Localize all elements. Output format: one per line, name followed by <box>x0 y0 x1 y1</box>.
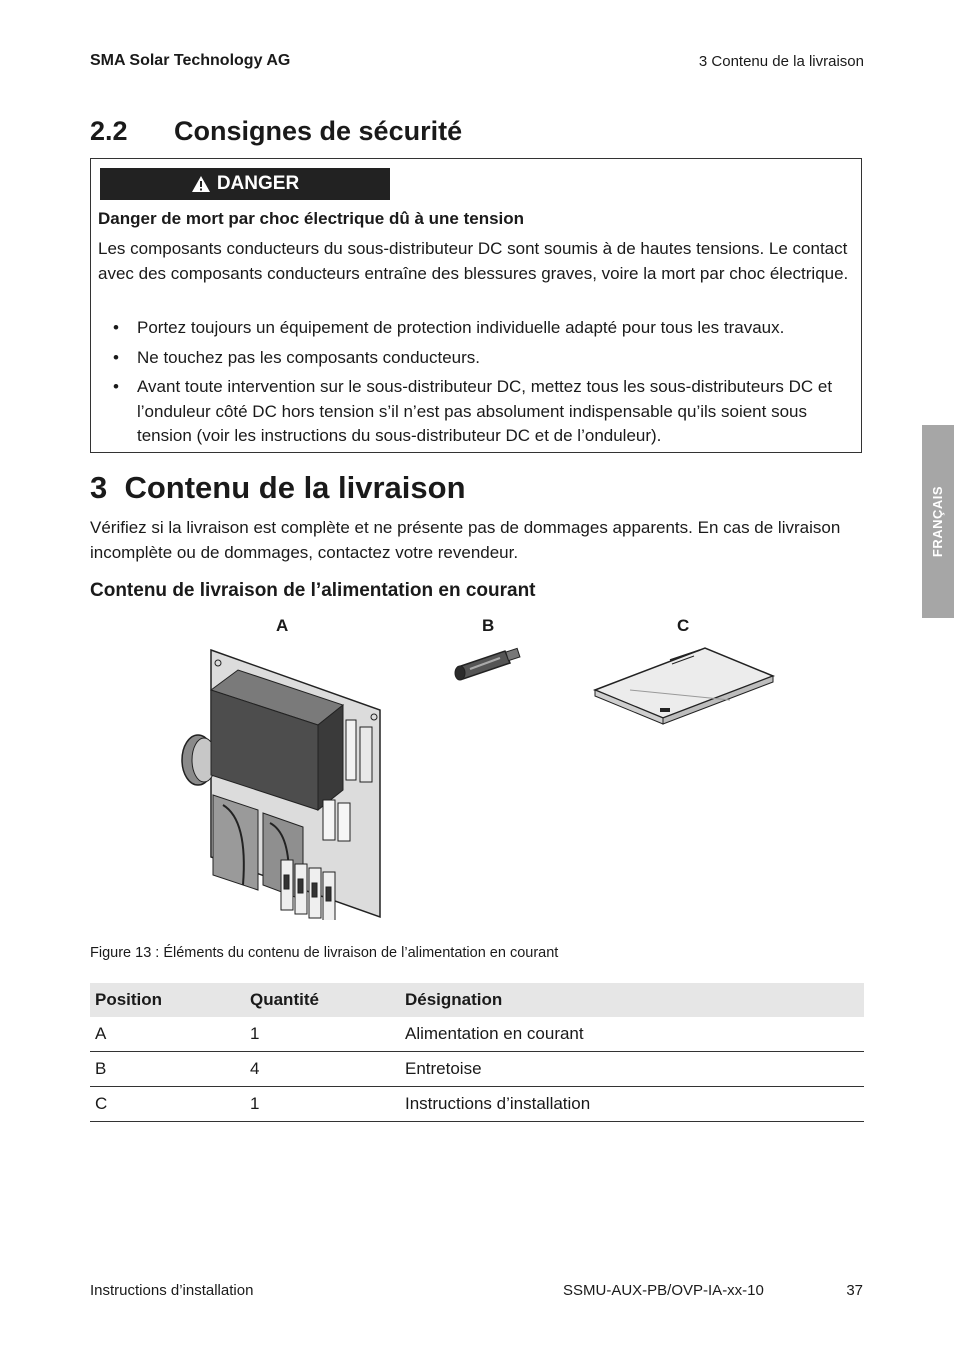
power-supply-illustration <box>178 645 388 920</box>
delivery-table <box>90 983 864 1122</box>
col-header-designation: Désignation <box>400 983 864 1017</box>
danger-title: Danger de mort par choc électrique dû à une tension <box>98 209 525 228</box>
language-tab <box>922 425 954 618</box>
warning-triangle-icon <box>191 175 211 193</box>
col-header-position: Position <box>90 983 245 1017</box>
danger-box <box>90 158 862 453</box>
language-tab-label: FRANÇAIS <box>930 485 946 558</box>
table-row <box>90 1017 864 1052</box>
footer-doc-title: Instructions d’installation <box>90 1282 254 1299</box>
table-cell: A <box>90 1017 245 1052</box>
subsection-title: Contenu de livraison de l’alimentation en courant <box>90 580 536 601</box>
danger-list <box>98 316 856 454</box>
spacer-illustration <box>450 645 525 687</box>
table-cell: 1 <box>245 1017 400 1052</box>
section-heading <box>90 116 462 147</box>
table-cell: 1 <box>245 1087 400 1122</box>
section-title: Consignes de sécurité <box>174 116 463 146</box>
manual-illustration <box>590 640 778 725</box>
figure-label-a: A <box>276 616 289 635</box>
section-number: 2.2 <box>90 116 128 146</box>
footer-doc-code: SSMU-AUX-PB/OVP-IA-xx-10 <box>563 1282 764 1299</box>
table-cell: Instructions d’installation <box>400 1087 864 1122</box>
figure-label-c: C <box>677 616 690 635</box>
table-row <box>90 1087 864 1122</box>
list-item: • Portez toujours un équipement de protection individuelle adapté pour tous les travaux. <box>98 316 856 341</box>
table-cell: 4 <box>245 1052 400 1087</box>
figure-label-b: B <box>482 616 495 635</box>
danger-text: Les composants conducteurs du sous-distributeur DC sont soumis à de hautes tensions. Le contact avec des composants conducteurs entraîne des blessures graves, voire la mort par choc électrique. <box>98 239 849 283</box>
danger-label: DANGER <box>216 173 300 194</box>
list-item: • Ne touchez pas les composants conducteurs. <box>98 346 856 371</box>
table-row <box>90 1052 864 1087</box>
table-cell: Entretoise <box>400 1052 864 1087</box>
danger-banner <box>100 168 390 200</box>
list-item: • Avant toute intervention sur le sous-distributeur DC, mettez tous les sous-distributeurs DC et l’onduleur côté DC hors tension s’il n’est pas absolument indispensable qu’ils soient sous tension (voir les instructions du sous-distributeur DC et de l’onduleur). <box>98 375 856 449</box>
table-cell: C <box>90 1087 245 1122</box>
chapter-title: 3 Contenu de la livraison <box>90 470 466 505</box>
chapter-intro: Vérifiez si la livraison est complète et ne présente pas de dommages apparents. En cas de livraison incomplète ou de dommages, contactez votre revendeur. <box>90 518 841 562</box>
figure-caption: Figure 13 : Éléments du contenu de livraison de l’alimentation en courant <box>90 945 559 961</box>
footer-page-number: 37 <box>846 1282 863 1299</box>
col-header-quantity: Quantité <box>245 983 400 1017</box>
table-header-row <box>90 983 864 1017</box>
header-company: SMA Solar Technology AG <box>90 52 291 69</box>
table-cell: B <box>90 1052 245 1087</box>
table-cell: Alimentation en courant <box>400 1017 864 1052</box>
header-chapter-ref: 3 Contenu de la livraison <box>698 53 864 70</box>
